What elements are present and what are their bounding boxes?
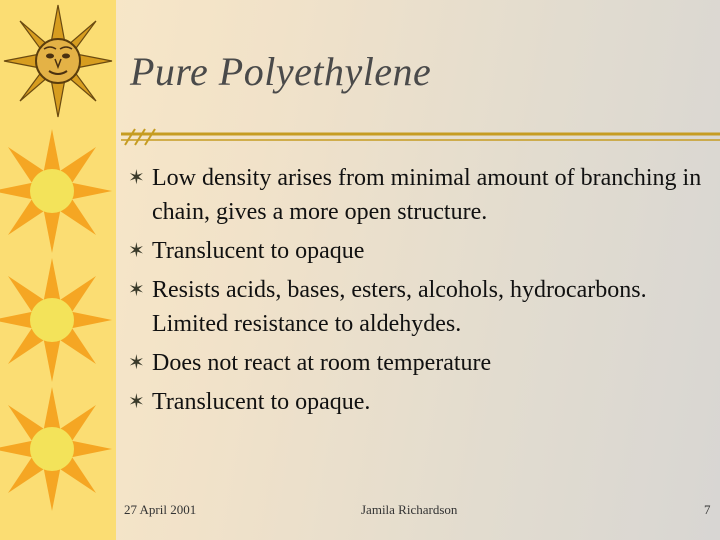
bullet-list — [130, 161, 715, 424]
asterisk-bullet-icon: ✶ — [128, 279, 145, 301]
slide-title: Pure Polyethylene — [130, 49, 432, 94]
bullet-item — [130, 273, 715, 341]
bullet-text: Low density arises from minimal amount of branching in chain, gives a more open structure. — [152, 165, 702, 225]
sun-face-logo — [2, 2, 114, 120]
asterisk-bullet-icon: ✶ — [128, 391, 145, 413]
asterisk-bullet-icon: ✶ — [128, 240, 145, 262]
asterisk-bullet-icon: ✶ — [128, 352, 145, 374]
footer-date: 27 April 2001 — [124, 502, 197, 517]
sun-icon — [0, 384, 116, 514]
bullet-item — [130, 385, 715, 419]
bullet-text: Resists acids, bases, esters, alcohols, hydrocarbons. Limited resistance to aldehydes. — [152, 277, 647, 337]
asterisk-bullet-icon: ✶ — [128, 167, 145, 189]
bullet-text: Does not react at room temperature — [152, 350, 492, 376]
bullet-text: Translucent to opaque. — [152, 389, 371, 415]
bullet-item — [130, 234, 715, 268]
sun-icon — [0, 255, 116, 385]
bullet-item — [130, 346, 715, 380]
sun-icon — [0, 126, 116, 256]
slide-number: 7 — [704, 502, 711, 517]
title-divider — [121, 126, 720, 146]
bullet-text: Translucent to opaque — [152, 238, 365, 264]
footer-author: Jamila Richardson — [361, 502, 458, 517]
bullet-item — [130, 161, 715, 229]
